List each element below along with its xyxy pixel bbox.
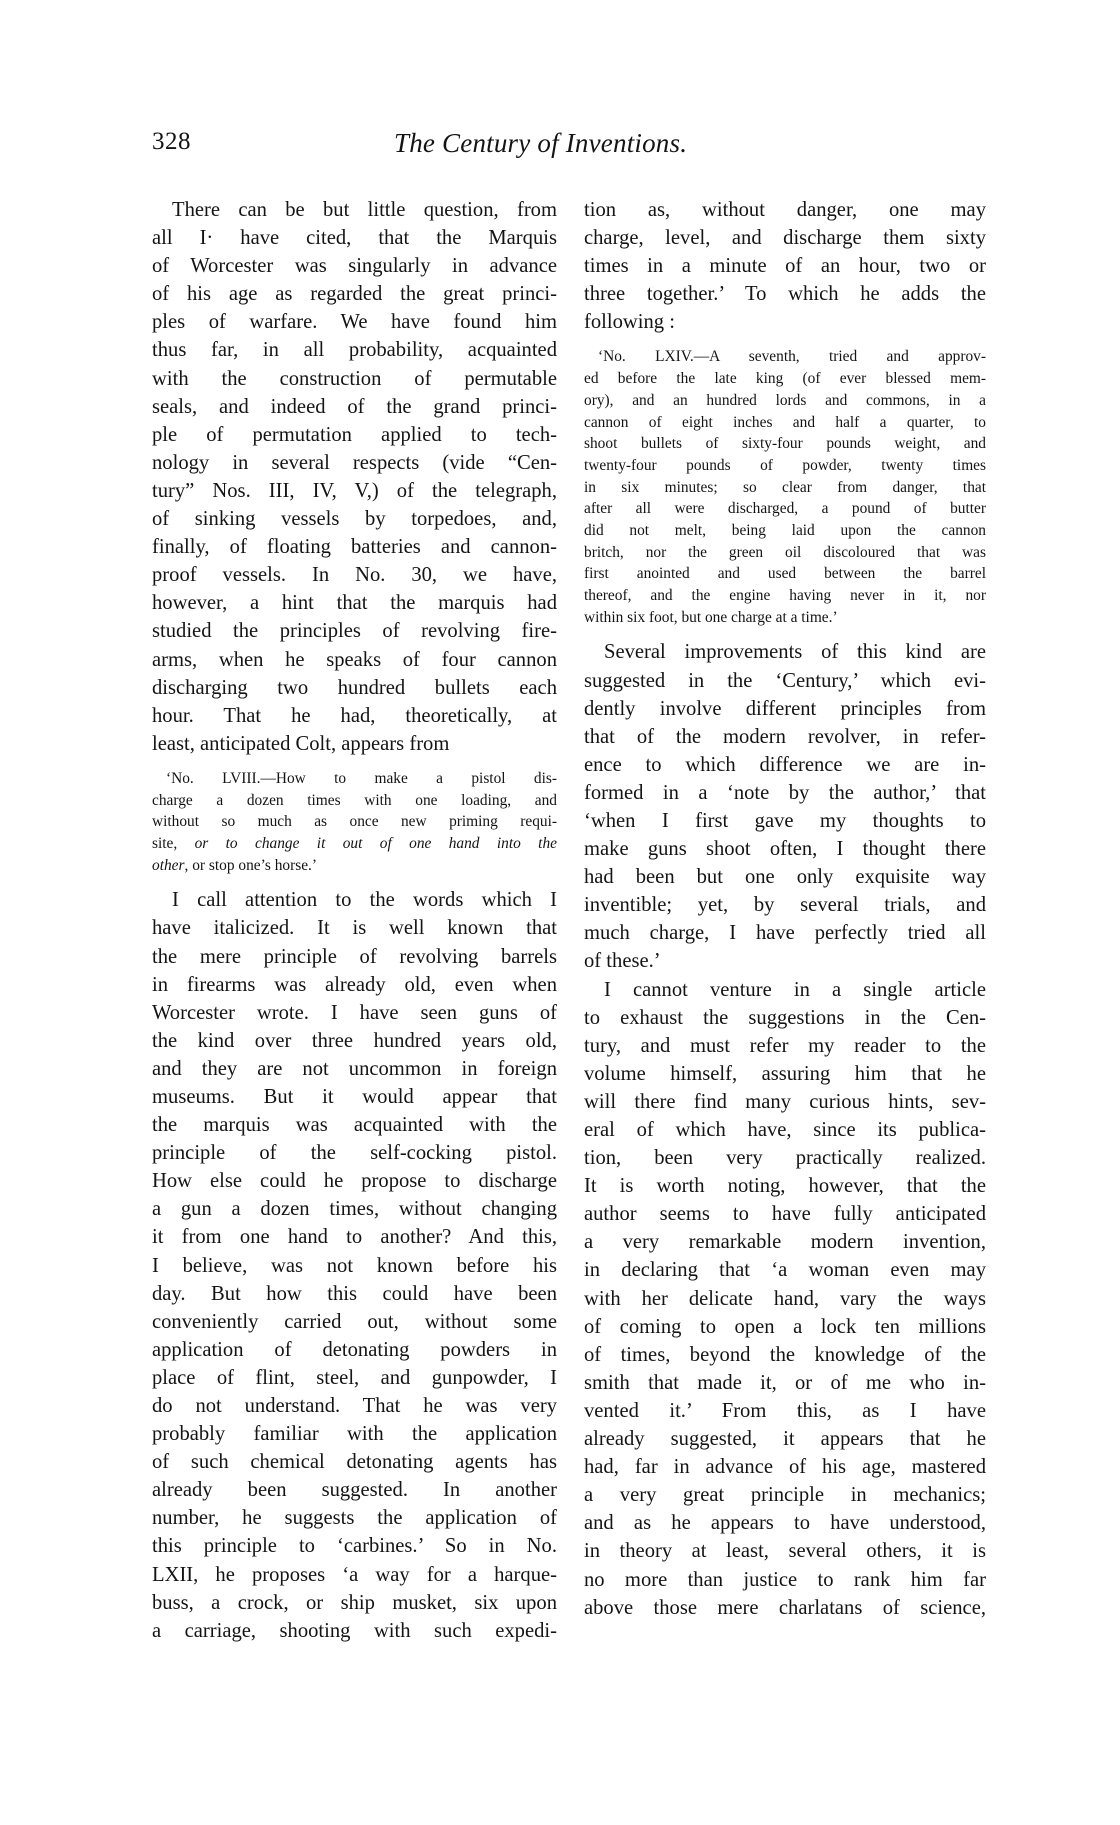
text-line: this principle to ‘carbines.’ So in No. [152, 1535, 557, 1558]
text-line: however, a hint that the marquis had [152, 592, 557, 615]
text-line: number, he suggests the application of [152, 1507, 557, 1530]
quote-line: charge a dozen times with one loading, and [152, 791, 557, 809]
right-column [584, 196, 986, 1622]
text-line: buss, a crock, or ship musket, six upon [152, 1591, 557, 1614]
text-line: ple of permutation applied to tech- [152, 423, 557, 446]
text-line: tion, been very practically realized. [584, 1147, 986, 1170]
quote-line: ‘No. LXIV.—A seventh, tried and approv- [598, 348, 986, 366]
paragraph [152, 196, 557, 758]
text-line: in firearms was already old, even when [152, 973, 557, 996]
text-line: make guns shoot often, I thought there [584, 838, 986, 861]
quote-line [152, 855, 557, 877]
quote-line: without so much as once new priming requi- [152, 813, 557, 831]
text-line: much charge, I have perfectly tried all [584, 922, 986, 945]
running-head [152, 128, 986, 164]
text-line: the mere principle of revolving barrels [152, 945, 557, 968]
text-line: above those mere charlatans of science, [584, 1596, 986, 1619]
text-line: tury” Nos. III, IV, V,) of the telegraph, [152, 479, 557, 502]
quote-line [152, 833, 557, 855]
text-line: eral of which have, since its publica- [584, 1119, 986, 1141]
text-line: following : [584, 311, 675, 334]
quote-line: in six minutes; so clear from danger, that [584, 478, 986, 496]
text-line: place of flint, steel, and gunpowder, I [152, 1366, 557, 1389]
text-line: proof vessels. In No. 30, we have, [152, 564, 557, 587]
quote-line: ‘No. LVIII.—How to make a pistol dis- [166, 769, 557, 787]
text-line: had been but one only exquisite way [584, 866, 986, 889]
text-line: conveniently carried out, without some [152, 1310, 557, 1333]
text-line: a gun a dozen times, without changing [152, 1198, 557, 1221]
italic-text: or to change it out of one hand into the [194, 834, 557, 852]
text-line: it from one hand to another? And this, [152, 1226, 557, 1249]
quote-line: ory), and an hundred lords and commons, in a [584, 391, 986, 409]
text-line: a carriage, shooting with such expedi- [152, 1619, 557, 1642]
quote-line: britch, nor the green oil discoloured that was [584, 543, 986, 561]
text-line: I call attention to the words which I [172, 889, 557, 912]
text-line: that of the modern revolver, in refer- [584, 725, 986, 748]
text-line: formed in a ‘note by the author,’ that [584, 781, 986, 804]
text-line: suggested in the ‘Century,’ which evi- [584, 669, 986, 692]
text-line: studied the principles of revolving fire- [152, 620, 557, 643]
text-line: will there find many curious hints, sev- [584, 1090, 986, 1113]
text-line: with her delicate hand, vary the ways [584, 1287, 986, 1310]
text-line: with the construction of permutable [152, 367, 557, 390]
text-line: of coming to open a lock ten millions [584, 1315, 986, 1338]
text-line: to exhaust the suggestions in the Cen- [584, 1006, 986, 1029]
text-line: arms, when he speaks of four cannon [152, 648, 557, 671]
text-line: the marquis was acquainted with the [152, 1114, 557, 1137]
page-number: 328 [152, 128, 191, 155]
text-line: day. But how this could have been [152, 1282, 557, 1305]
text-line: probably familiar with the application [152, 1423, 557, 1446]
paragraph [584, 638, 986, 975]
text-line: museums. But it would appear that [152, 1085, 557, 1108]
text-line: LXII, he proposes ‘a way for a harque- [152, 1563, 557, 1586]
block-quote [152, 768, 557, 876]
text-line: times in a minute of an hour, two or [584, 255, 986, 278]
text-line: ence to which difference we are in- [584, 753, 986, 776]
text-line: no more than justice to rank him far [584, 1568, 986, 1591]
text-line: and as he appears to have understood, [584, 1512, 986, 1535]
text-line: a very remarkable modern invention, [584, 1231, 986, 1254]
text-line: nology in several respects (vide “Cen- [152, 451, 557, 474]
italic-text: other [152, 856, 185, 874]
text-line: finally, of floating batteries and cannon- [152, 536, 557, 559]
text-line: all I· have cited, that the Marquis [152, 227, 557, 250]
text-line: vented it.’ From this, as I have [584, 1399, 986, 1422]
quote-line: cannon of eight inches and half a quarter, to [584, 413, 986, 431]
quote-line: twenty-four pounds of powder, twenty times [584, 456, 986, 474]
quote-line: ed before the late king (of ever blessed mem- [584, 370, 986, 388]
quote-line: did not melt, being laid upon the cannon [584, 521, 986, 539]
block-quote [584, 346, 986, 628]
quote-text: , or stop one’s horse.’ [184, 856, 318, 874]
text-line: smith that made it, or of me who in- [584, 1371, 986, 1394]
text-line: of these.’ [584, 950, 661, 973]
text-line: tion as, without danger, one may [584, 199, 986, 221]
quote-line: thereof, and the engine having never in it, nor [584, 587, 986, 605]
text-line: least, anticipated Colt, appears from [152, 732, 450, 755]
text-line: hour. That he had, theoretically, at [152, 704, 557, 727]
text-line: do not understand. That he was very [152, 1395, 557, 1417]
text-line: application of detonating powders in [152, 1338, 557, 1361]
quote-line: first anointed and used between the barrel [584, 565, 986, 583]
text-line: and they are not uncommon in foreign [152, 1057, 557, 1080]
paragraph [584, 976, 986, 1622]
text-line: volume himself, assuring him that he [584, 1062, 986, 1085]
running-title: The Century of Inventions. [394, 128, 688, 158]
text-line: in theory at least, several others, it is [584, 1540, 986, 1563]
quote-line: shoot bullets of sixty-four pounds weight, and [584, 435, 986, 453]
text-line: three together.’ To which he adds the [584, 283, 986, 306]
text-line: I cannot venture in a single article [604, 978, 986, 1001]
quote-line: within six foot, but one charge at a time.’ [584, 608, 838, 626]
quote-text: site, [152, 834, 195, 852]
text-line: thus far, in all probability, acquainted [152, 339, 557, 362]
text-line: of Worcester was singularly in advance [152, 255, 557, 278]
text-line: dently involve different principles from [584, 697, 986, 720]
paragraph [152, 886, 557, 1645]
left-column [152, 196, 557, 1645]
text-line: already suggested, it appears that he [584, 1428, 986, 1451]
quote-line: after all were discharged, a pound of butter [584, 500, 986, 518]
text-line: ples of warfare. We have found him [152, 311, 557, 334]
text-line: of his age as regarded the great princi- [152, 283, 557, 306]
text-line: tury, and must refer my reader to the [584, 1034, 986, 1057]
text-line: Worcester wrote. I have seen guns of [152, 1001, 557, 1024]
text-line: There can be but little question, from [172, 199, 557, 221]
text-line: the kind over three hundred years old, [152, 1029, 557, 1052]
text-line: had, far in advance of his age, mastered [584, 1456, 986, 1479]
text-line: in declaring that ‘a woman even may [584, 1259, 986, 1282]
text-line: a very great principle in mechanics; [584, 1484, 986, 1507]
text-line: of times, beyond the knowledge of the [584, 1343, 986, 1366]
text-line: already been suggested. In another [152, 1479, 557, 1502]
text-line: author seems to have fully anticipated [584, 1203, 986, 1226]
text-line: charge, level, and discharge them sixty [584, 227, 986, 250]
text-line: seals, and indeed of the grand princi- [152, 395, 557, 418]
text-line: discharging two hundred bullets each [152, 676, 557, 699]
text-line: ‘when I first gave my thoughts to [584, 809, 986, 832]
paragraph [584, 196, 986, 336]
text-line: principle of the self-cocking pistol. [152, 1142, 557, 1165]
text-line: of sinking vessels by torpedoes, and, [152, 508, 557, 531]
text-line: of such chemical detonating agents has [152, 1451, 557, 1474]
text-line: inventible; yet, by several trials, and [584, 894, 986, 917]
text-line: I believe, was not known before his [152, 1254, 557, 1277]
text-line: Several improvements of this kind are [604, 641, 986, 664]
text-line: It is worth noting, however, that the [584, 1175, 986, 1198]
text-line: have italicized. It is well known that [152, 917, 557, 940]
text-line: How else could he propose to discharge [152, 1170, 557, 1193]
